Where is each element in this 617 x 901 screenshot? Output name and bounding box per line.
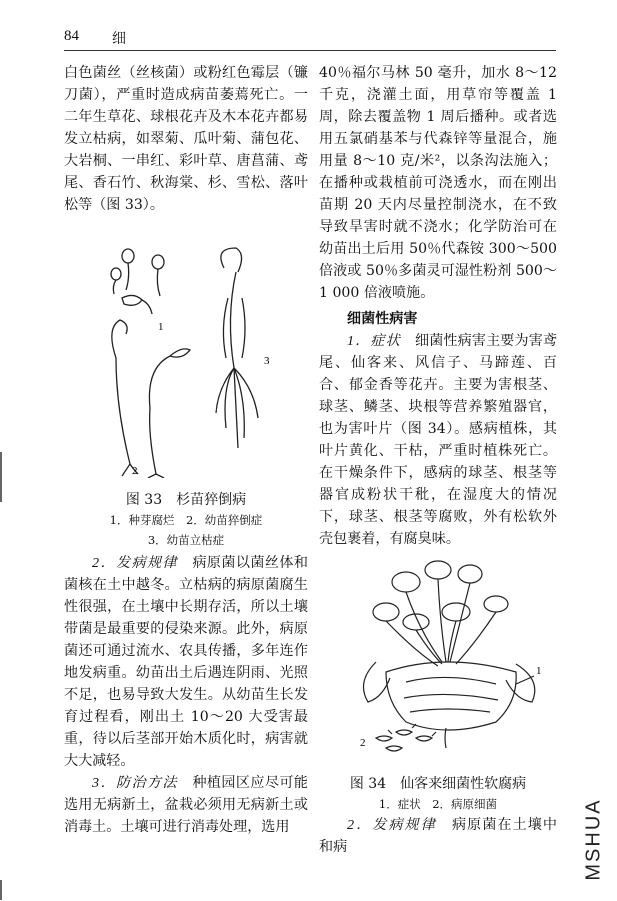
header-rule	[64, 50, 556, 51]
watermark-text: MSHUA	[582, 798, 605, 881]
paragraph	[64, 552, 308, 772]
section-keyword: 1．症状	[347, 333, 401, 349]
fig33-label-1: 1	[158, 321, 164, 333]
page-number: 84	[64, 28, 79, 44]
scan-mark	[0, 452, 2, 502]
paragraph: 40％福尔马林 50 毫升，加水 8～12 千克，浇灌土面，用草帘等覆盖 1 周，除去覆盖物 1 周后播种。或者选用五氯硝基苯与代森锌等量混合，施用量 8～10 克/米²，以条沟法施入；在播种或栽植前可浇透水，而在刚出苗期 20 天内尽量控制浇水，在不致导致旱害时就不浇水；化学防治可在幼苗出土后用 50％代森铵 300～500 倍液或 50％多菌灵可湿性粉剂 500～1 000 倍液喷施。	[319, 65, 557, 301]
watermark	[580, 790, 608, 890]
figure-34-illustration	[346, 552, 556, 768]
paragraph-body: 种植园区应尽可能选用无病新土，盆栽必须用无病新土或消毒土。土壤可进行消毒处理，选用	[64, 775, 309, 835]
seedling-drawing	[86, 238, 296, 478]
page-header	[64, 28, 556, 50]
scan-mark	[0, 880, 2, 900]
paragraph-body: 病原菌以菌丝体和菌核在土中越冬。立枯病的病原菌腐生性很强，在土壤中长期存活，所以土壤带菌是最重要的侵染来源。此外，病原菌还可通过流水、农具传播，多年连作地发病重。幼苗出土后遇连阴雨、光照不足，也易导致大发生。从幼苗生长发育过程看，刚出土 10～20 大受害最重，待以后茎部开始木质化时，病害就大大减轻。	[64, 555, 309, 769]
paragraph-body: 细菌性病害主要为害鸢尾、仙客来、风信子、马蹄莲、百合、郁金香等花卉。主要为害根茎、球茎、鳞茎、块根等营养繁殖器官，也为害叶片（图 34）。感病植株，其叶片黄化、干枯，严重时植株死亡。在干燥条件下，感病的球茎、根茎等器官成粉状干秕，在湿度大的情况下，球茎、根茎等腐败，外有松软外壳包裹着，有腐臭味。	[319, 333, 558, 547]
left-column-top	[64, 62, 308, 216]
figure-34-caption	[319, 774, 557, 814]
section-keyword: 2．发病规律	[92, 555, 178, 571]
caption-line: 1．种芽腐烂 2．幼苗猝倒症	[109, 513, 263, 527]
fig33-label-3: 3	[264, 355, 270, 367]
paragraph: 白色菌丝（丝核菌）或粉红色霉层（镰刀菌），严重时造成病苗萎蔫死亡。一二年生草花、球根花卉及木本花卉都易发立枯病，如翠菊、瓜叶菊、蒲包花、大岩桐、一串红、彩叶草、唐菖蒲、鸢尾、香石竹、秋海棠、杉、雪松、落叶松等（图 33）。	[64, 65, 308, 213]
paragraph-body: 病原菌在土壤中和病	[319, 817, 558, 855]
caption-line: 1．症状 2．病原细菌	[378, 797, 498, 811]
section-keyword: 3．防治方法	[92, 775, 178, 791]
right-column-top	[319, 62, 557, 550]
cyclamen-drawing	[346, 552, 556, 768]
paragraph	[64, 772, 308, 838]
section-keyword: 2．发病规律	[347, 817, 437, 833]
fig34-label-1: 1	[536, 665, 542, 677]
figure-33-illustration	[86, 238, 296, 478]
paragraph	[319, 330, 557, 550]
fig33-label-2: 2	[132, 465, 138, 477]
fig34-label-2: 2	[360, 737, 366, 749]
right-column-bottom	[319, 814, 557, 858]
figure-33-caption	[64, 490, 308, 550]
left-column-bottom	[64, 552, 308, 838]
subheading: 细菌性病害	[347, 311, 418, 327]
caption-title: 图 33 杉苗猝倒病	[125, 492, 247, 508]
caption-line: 3．幼苗立枯症	[147, 533, 225, 547]
running-title: 细	[112, 31, 126, 47]
caption-title: 图 34 仙客来细菌性软腐病	[349, 776, 527, 792]
paragraph	[319, 814, 557, 858]
